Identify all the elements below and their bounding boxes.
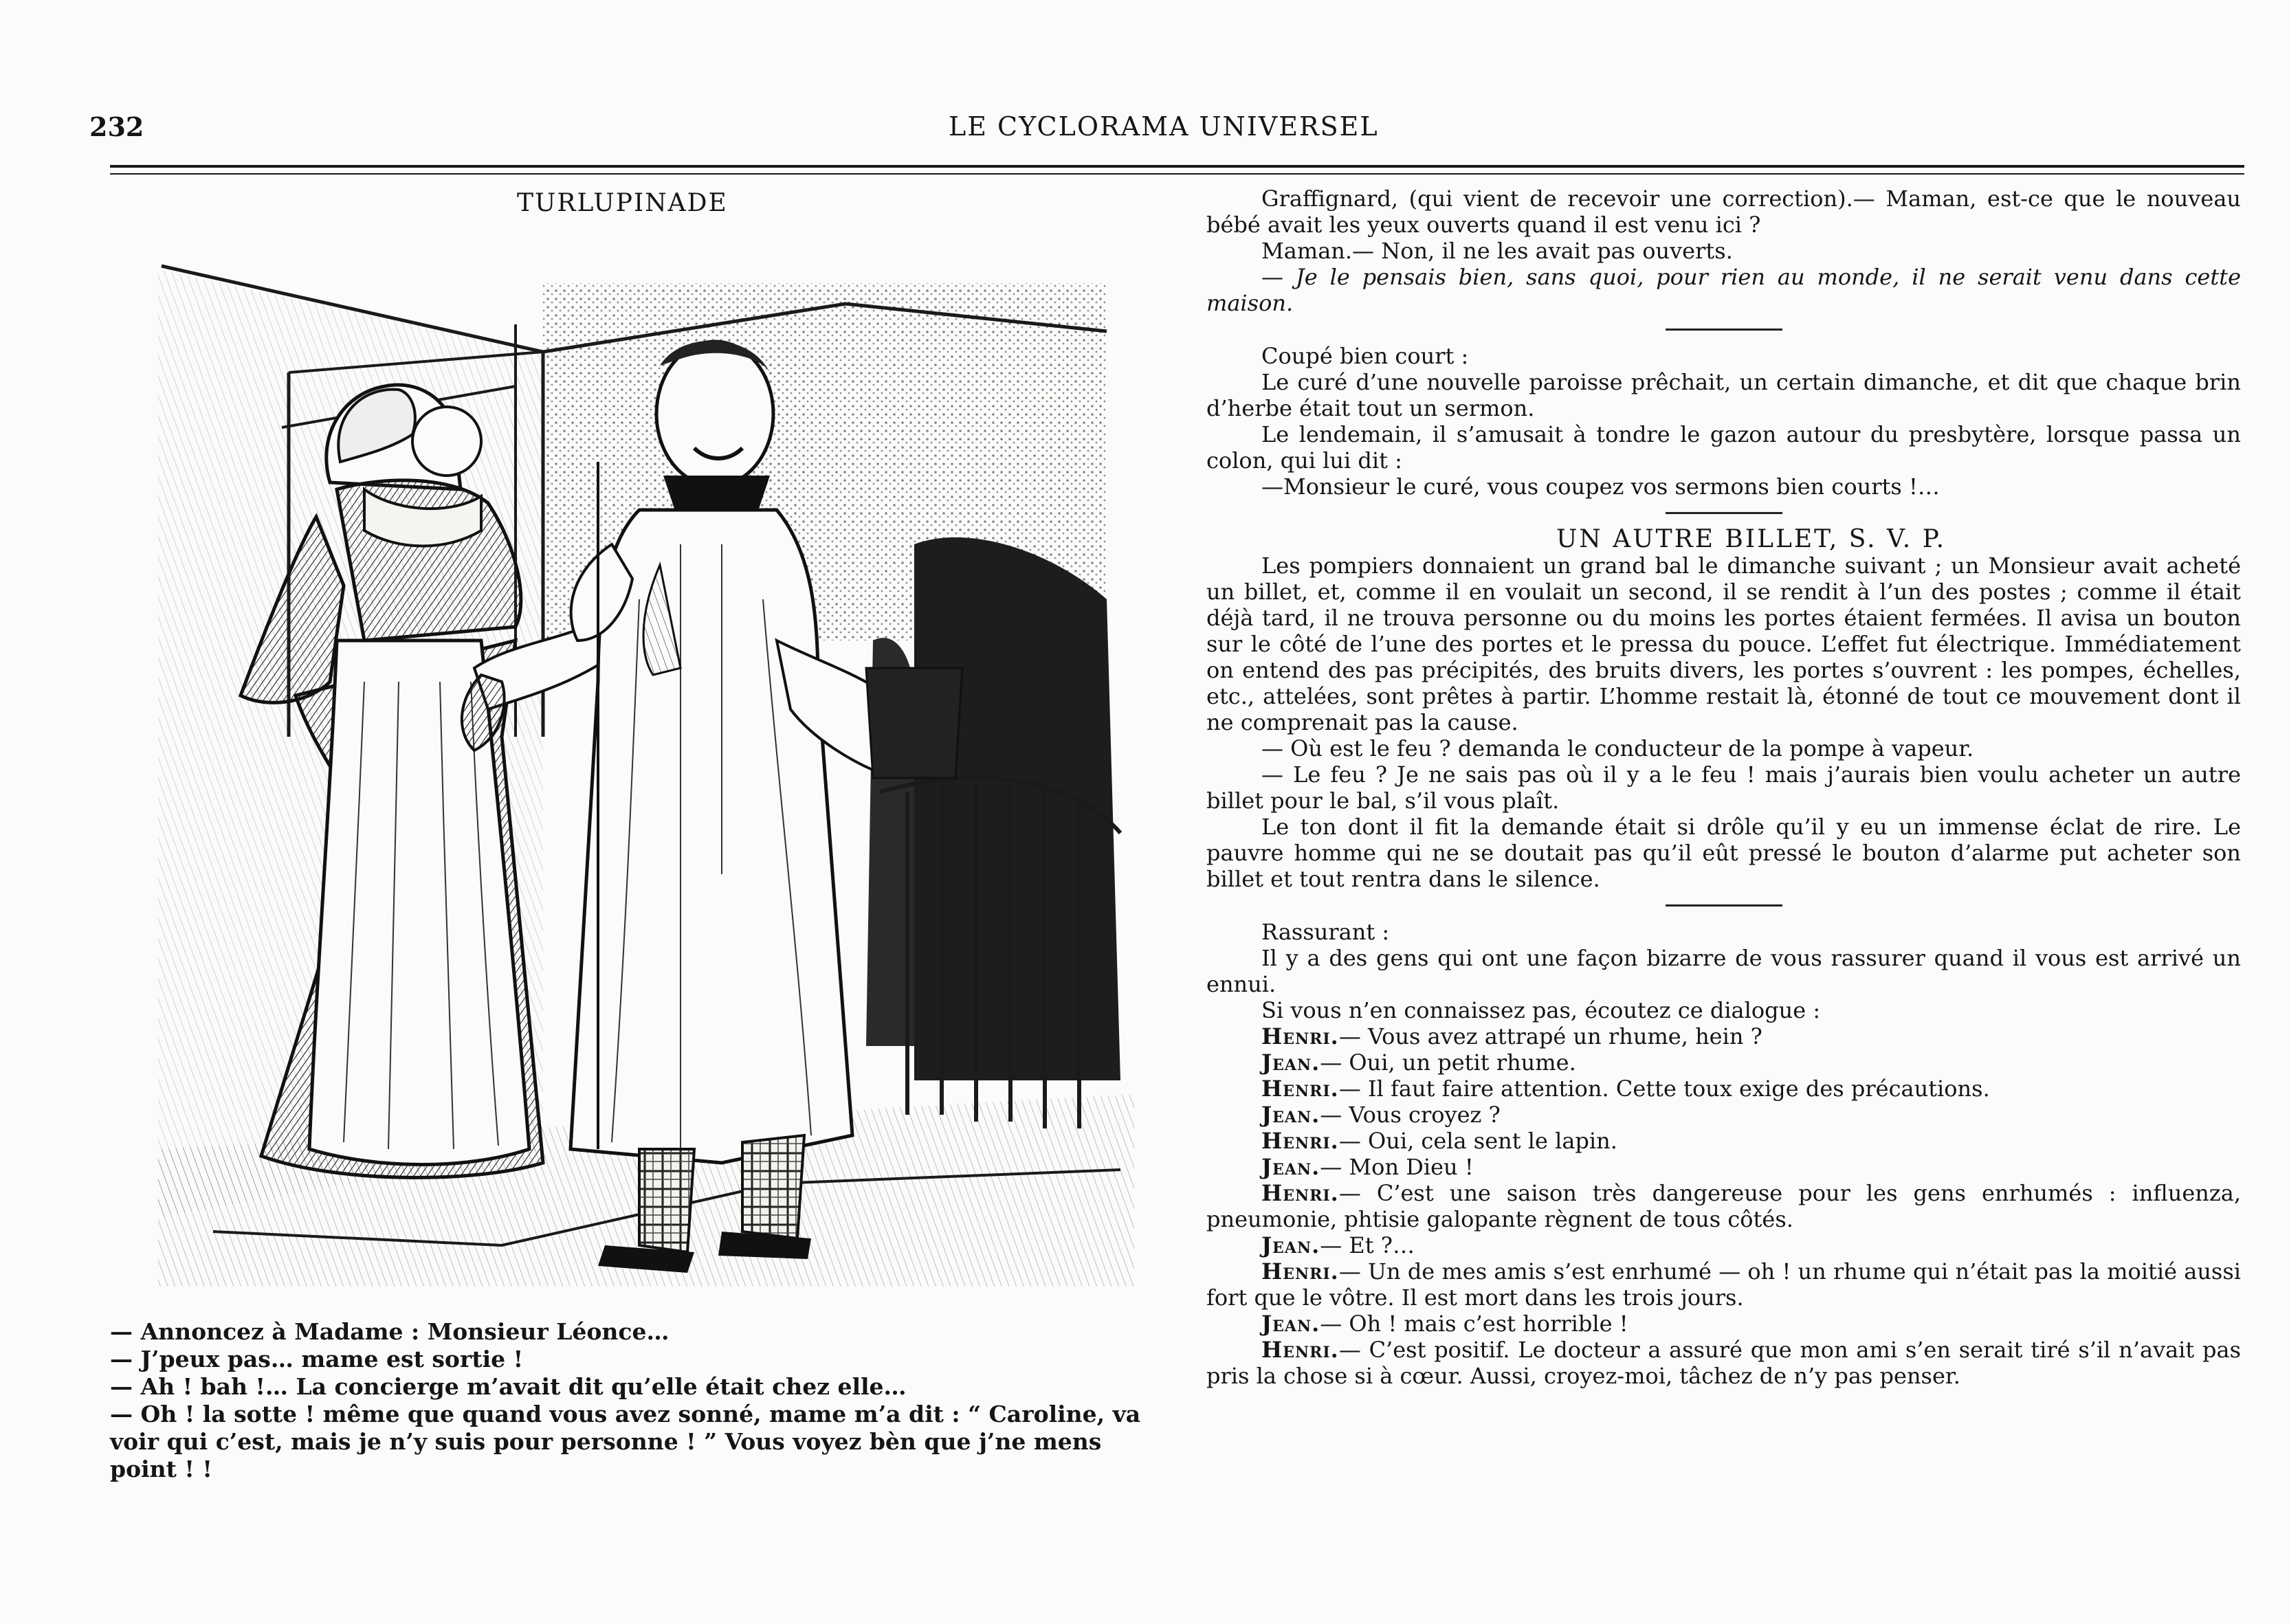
speaker: Henri.: [1261, 1258, 1339, 1284]
journal-title: LE CYCLORAMA UNIVERSEL: [949, 111, 1379, 142]
speaker: Henri.: [1261, 1337, 1339, 1363]
paragraph: Le curé d’une nouvelle paroisse prêchait, un certain dimanche, et dit que chaque brin d’herbe était tout un sermon.: [1206, 369, 2241, 421]
paragraph: Le lendemain, il s’amusait à tondre le gazon autour du presbytère, lorsque passa un colon, qui lui dit :: [1206, 421, 2241, 474]
speaker: Jean.: [1261, 1232, 1320, 1258]
dialogue-line: [1206, 1154, 2241, 1180]
right-column: [1206, 186, 2241, 1389]
paragraph: Il y a des gens qui ont une façon bizarre de vous rassurer quand il vous est arrivé un ennui.: [1206, 945, 2241, 997]
line-text: — Vous croyez ?: [1320, 1102, 1501, 1128]
speaker: Henri.: [1261, 1023, 1339, 1049]
dialogue-line: [1206, 1128, 2241, 1154]
caption-line: — Annoncez à Madame : Monsieur Léonce…: [110, 1318, 670, 1345]
dialogue-line: [1206, 1337, 2241, 1389]
line-text: — Oh ! mais c’est horrible !: [1320, 1311, 1628, 1337]
paragraph: — Le feu ? Je ne sais pas où il y a le feu ! mais j’aurais bien voulu acheter un autre billet pour le bal, s’il vous plaît.: [1206, 761, 2241, 814]
dialogue-line: [1206, 1049, 2241, 1076]
speaker: Henri.: [1261, 1128, 1339, 1154]
line-text: — Oui, cela sent le lapin.: [1338, 1128, 1617, 1154]
dialogue-line: [1206, 1076, 2241, 1102]
page-number: 232: [89, 111, 144, 142]
dialogue-line: [1206, 1232, 2241, 1258]
separator-rule: [1666, 904, 1782, 906]
paragraph: Le ton dont il fit la demande était si drôle qu’il y eu un immense éclat de rire. Le pauvre homme qui ne se doutait pas qu’il eût pressé le bouton d’alarme put acheter son billet et tout rentra dans le silence.: [1206, 814, 2241, 892]
caption-line: — Ah ! bah !… La concierge m’avait dit qu’elle était chez elle…: [110, 1373, 907, 1400]
line-text: — Vous avez attrapé un rhume, hein ?: [1338, 1023, 1762, 1049]
speaker: Jean.: [1261, 1154, 1320, 1180]
line-text: — Et ?…: [1320, 1232, 1415, 1258]
header-rule-thin: [110, 173, 2244, 175]
dialogue-line: [1206, 1311, 2241, 1337]
dialogue-line: [1206, 1258, 2241, 1311]
anecdote-title: Coupé bien court :: [1261, 343, 1469, 369]
line-text: — Oui, un petit rhume.: [1320, 1049, 1576, 1076]
paragraph: Si vous n’en connaissez pas, écoutez ce dialogue :: [1261, 997, 1821, 1023]
paragraph: — Où est le feu ? demanda le conducteur de la pompe à vapeur.: [1261, 735, 1974, 761]
line-text: — Il faut faire attention. Cette toux exige des précautions.: [1338, 1076, 1990, 1102]
dialogue-line: [1206, 1102, 2241, 1128]
paragraph: Graffignard, (qui vient de recevoir une correction).— Maman, est-ce que le nouveau bébé avait les yeux ouverts quand il est venu ici ?: [1206, 186, 2241, 238]
paragraph: —Monsieur le curé, vous coupez vos sermons bien courts !…: [1261, 474, 1940, 500]
line-text: — Un de mes amis s’est enrhumé — oh ! un rhume qui n’était pas la moitié aussi fort que le vôtre. Il est mort dans les trois jours.: [1206, 1258, 2241, 1311]
speaker: Jean.: [1261, 1102, 1320, 1128]
caption-line: — J’peux pas… mame est sortie !: [110, 1346, 524, 1372]
anecdote-title: Rassurant :: [1261, 919, 1390, 945]
separator-rule: [1666, 329, 1782, 331]
speaker: Jean.: [1261, 1049, 1320, 1076]
separator-rule: [1666, 512, 1782, 514]
line-text: — Mon Dieu !: [1320, 1154, 1474, 1180]
section-title-billet: UN AUTRE BILLET, S. V. P.: [1556, 525, 1947, 553]
dialogue-line: [1206, 1023, 2241, 1049]
speaker: Jean.: [1261, 1311, 1320, 1337]
italic-text: — Je le pensais bien, sans quoi, pour rien au monde, il ne serait venu dans cette maison.: [1206, 264, 2241, 316]
line-text: — C’est positif. Le docteur a assuré que mon ami s’en serait tiré s’il n’avait pas pris la chose si à cœur. Aussi, croyez-moi, tâchez de n’y pas penser.: [1206, 1337, 2241, 1389]
line-text: — C’est une saison très dangereuse pour les gens enrhumés : influenza, pneumonie, phtisie galopante règnent de tous côtés.: [1206, 1180, 2241, 1232]
header-rule: [110, 165, 2244, 168]
speaker: Henri.: [1261, 1180, 1339, 1206]
paragraph: Maman.— Non, il ne les avait pas ouverts.: [1261, 238, 1733, 264]
article-title-turlupinade: TURLUPINADE: [517, 189, 728, 217]
caption-line: — Oh ! la sotte ! même que quand vous avez sonné, mame m’a dit : “ Caroline, va voir qui c’est, mais je n’y suis pour personne ! ” Vous voyez bèn que j’ne mens point ! !: [110, 1401, 1141, 1482]
caption-dialogue: [110, 1318, 1175, 1483]
engraving-illustration: [158, 256, 1134, 1287]
paragraph-italic: [1206, 264, 2241, 316]
speaker: Henri.: [1261, 1076, 1339, 1102]
paragraph: Les pompiers donnaient un grand bal le dimanche suivant ; un Monsieur avait acheté un billet, et, comme il en voulait un second, il se rendit à l’un des postes ; comme il était déjà tard, il ne trouva personne ou du moins les portes étaient fermées. Il avisa un bouton sur le côté de l’une des portes et le pressa du pouce. L’effet fut électrique. Immédiatement on entend des pas précipités, des bruits divers, les portes s’ouvrent : les pompes, échelles, etc., attelées, sont prêtes à partir. L’homme restait là, étonné de tout ce mouvement dont il ne comprenait pas la cause.: [1206, 553, 2241, 735]
dialogue-line: [1206, 1180, 2241, 1232]
